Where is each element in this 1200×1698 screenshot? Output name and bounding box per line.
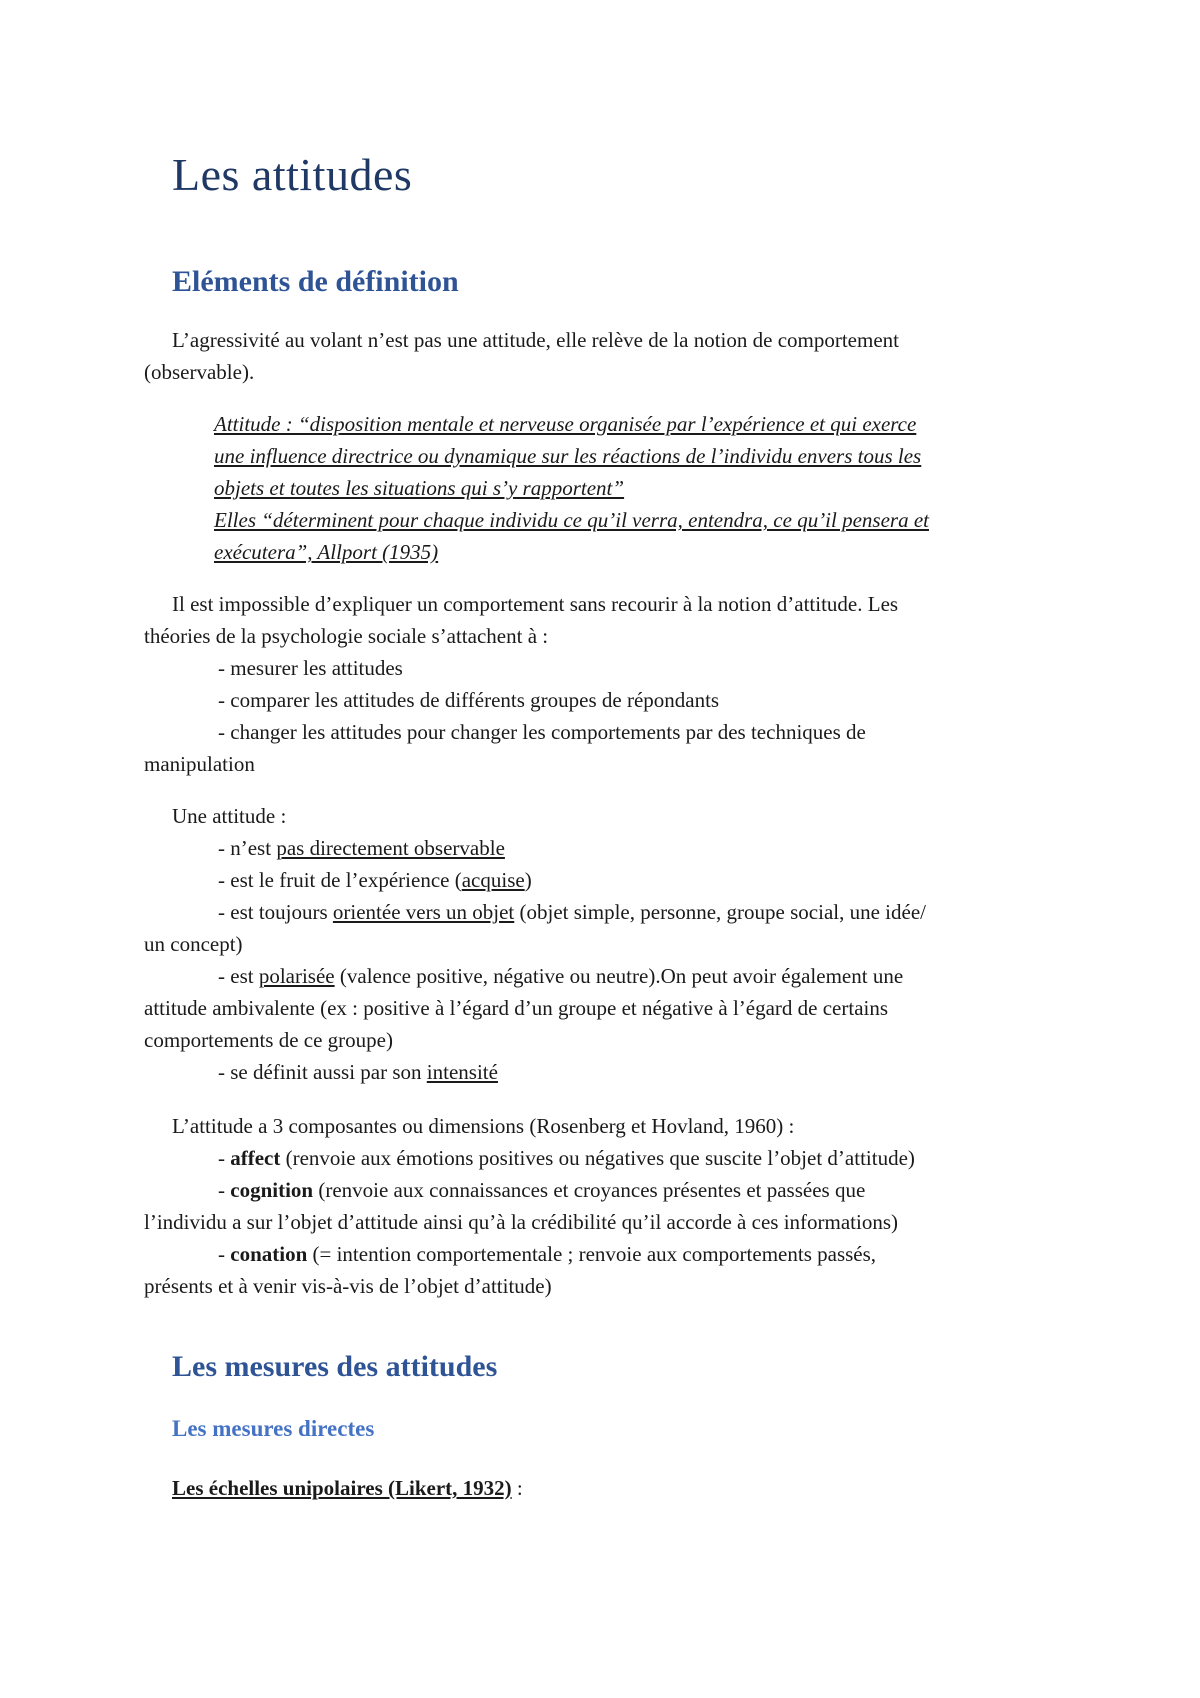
- para2-line-1: Il est impossible d’expliquer un comportement sans recourir à la notion d’attitude. Les: [172, 592, 899, 616]
- para2-item-2: - comparer les attitudes de différents groupes de répondants: [218, 688, 720, 712]
- attitude-item-4-cont-1: attitude ambivalente (ex : positive à l’égard d’un groupe et négative à l’égard de certains: [144, 996, 889, 1020]
- quote-line-3: objets et toutes les situations qui s’y rapportent”: [214, 476, 625, 500]
- para2-item-3: - changer les attitudes pour changer les comportements par des techniques de: [218, 720, 866, 744]
- composante-cognition-cont: l’individu a sur l’objet d’attitude ainsi qu’à la crédibilité qu’il accorde à ces informations): [144, 1210, 899, 1234]
- attitude-item-3: - est toujours orientée vers un objet (objet simple, personne, groupe social, une idée/: [218, 900, 926, 924]
- section-heading-definition: Eléments de définition: [172, 265, 459, 298]
- quote-line-1: Attitude : “disposition mentale et nerveuse organisée par l’expérience et qui exerce: [214, 412, 917, 436]
- composante-cognition: - cognition (renvoie aux connaissances et croyances présentes et passées que: [218, 1178, 866, 1202]
- attitude-item-3-cont: un concept): [144, 932, 243, 956]
- quote-line-2: une influence directrice ou dynamique sur les réactions de l’individu envers tous les: [214, 444, 922, 468]
- scale-heading: Les échelles unipolaires (Likert, 1932) :: [172, 1476, 523, 1500]
- composante-affect: - affect (renvoie aux émotions positives ou négatives que suscite l’objet d’attitude): [218, 1146, 915, 1170]
- para2-item-1: - mesurer les attitudes: [218, 656, 403, 680]
- subheading-mesures-directes: Les mesures directes: [172, 1416, 375, 1441]
- attitude-item-5: - se définit aussi par son intensité: [218, 1060, 498, 1084]
- composante-conation-cont: présents et à venir vis-à-vis de l’objet d’attitude): [144, 1274, 552, 1298]
- intro-line-2: (observable).: [144, 360, 255, 384]
- para2-item-3-cont: manipulation: [144, 752, 255, 776]
- para2-line-2: théories de la psychologie sociale s’attachent à :: [144, 624, 549, 648]
- quote-line-4: Elles “déterminent pour chaque individu ce qu’il verra, entendra, ce qu’il pensera et: [214, 508, 929, 532]
- une-attitude-lead: Une attitude :: [172, 804, 287, 828]
- composante-conation: - conation (= intention comportementale ; renvoie aux comportements passés,: [218, 1242, 877, 1266]
- section-heading-mesures: Les mesures des attitudes: [172, 1350, 498, 1383]
- composantes-lead: L’attitude a 3 composantes ou dimensions (Rosenberg et Hovland, 1960) :: [172, 1114, 795, 1138]
- intro-line-1: L’agressivité au volant n’est pas une attitude, elle relève de la notion de comportement: [172, 328, 899, 352]
- quote-line-5: exécutera”, Allport (1935): [214, 540, 439, 564]
- attitude-item-4: - est polarisée (valence positive, négative ou neutre).On peut avoir également une: [218, 964, 904, 988]
- attitude-item-2: - est le fruit de l’expérience (acquise): [218, 868, 532, 892]
- attitude-item-4-cont-2: comportements de ce groupe): [144, 1028, 393, 1052]
- attitude-item-1: - n’est pas directement observable: [218, 836, 505, 860]
- page-title: Les attitudes: [172, 149, 413, 200]
